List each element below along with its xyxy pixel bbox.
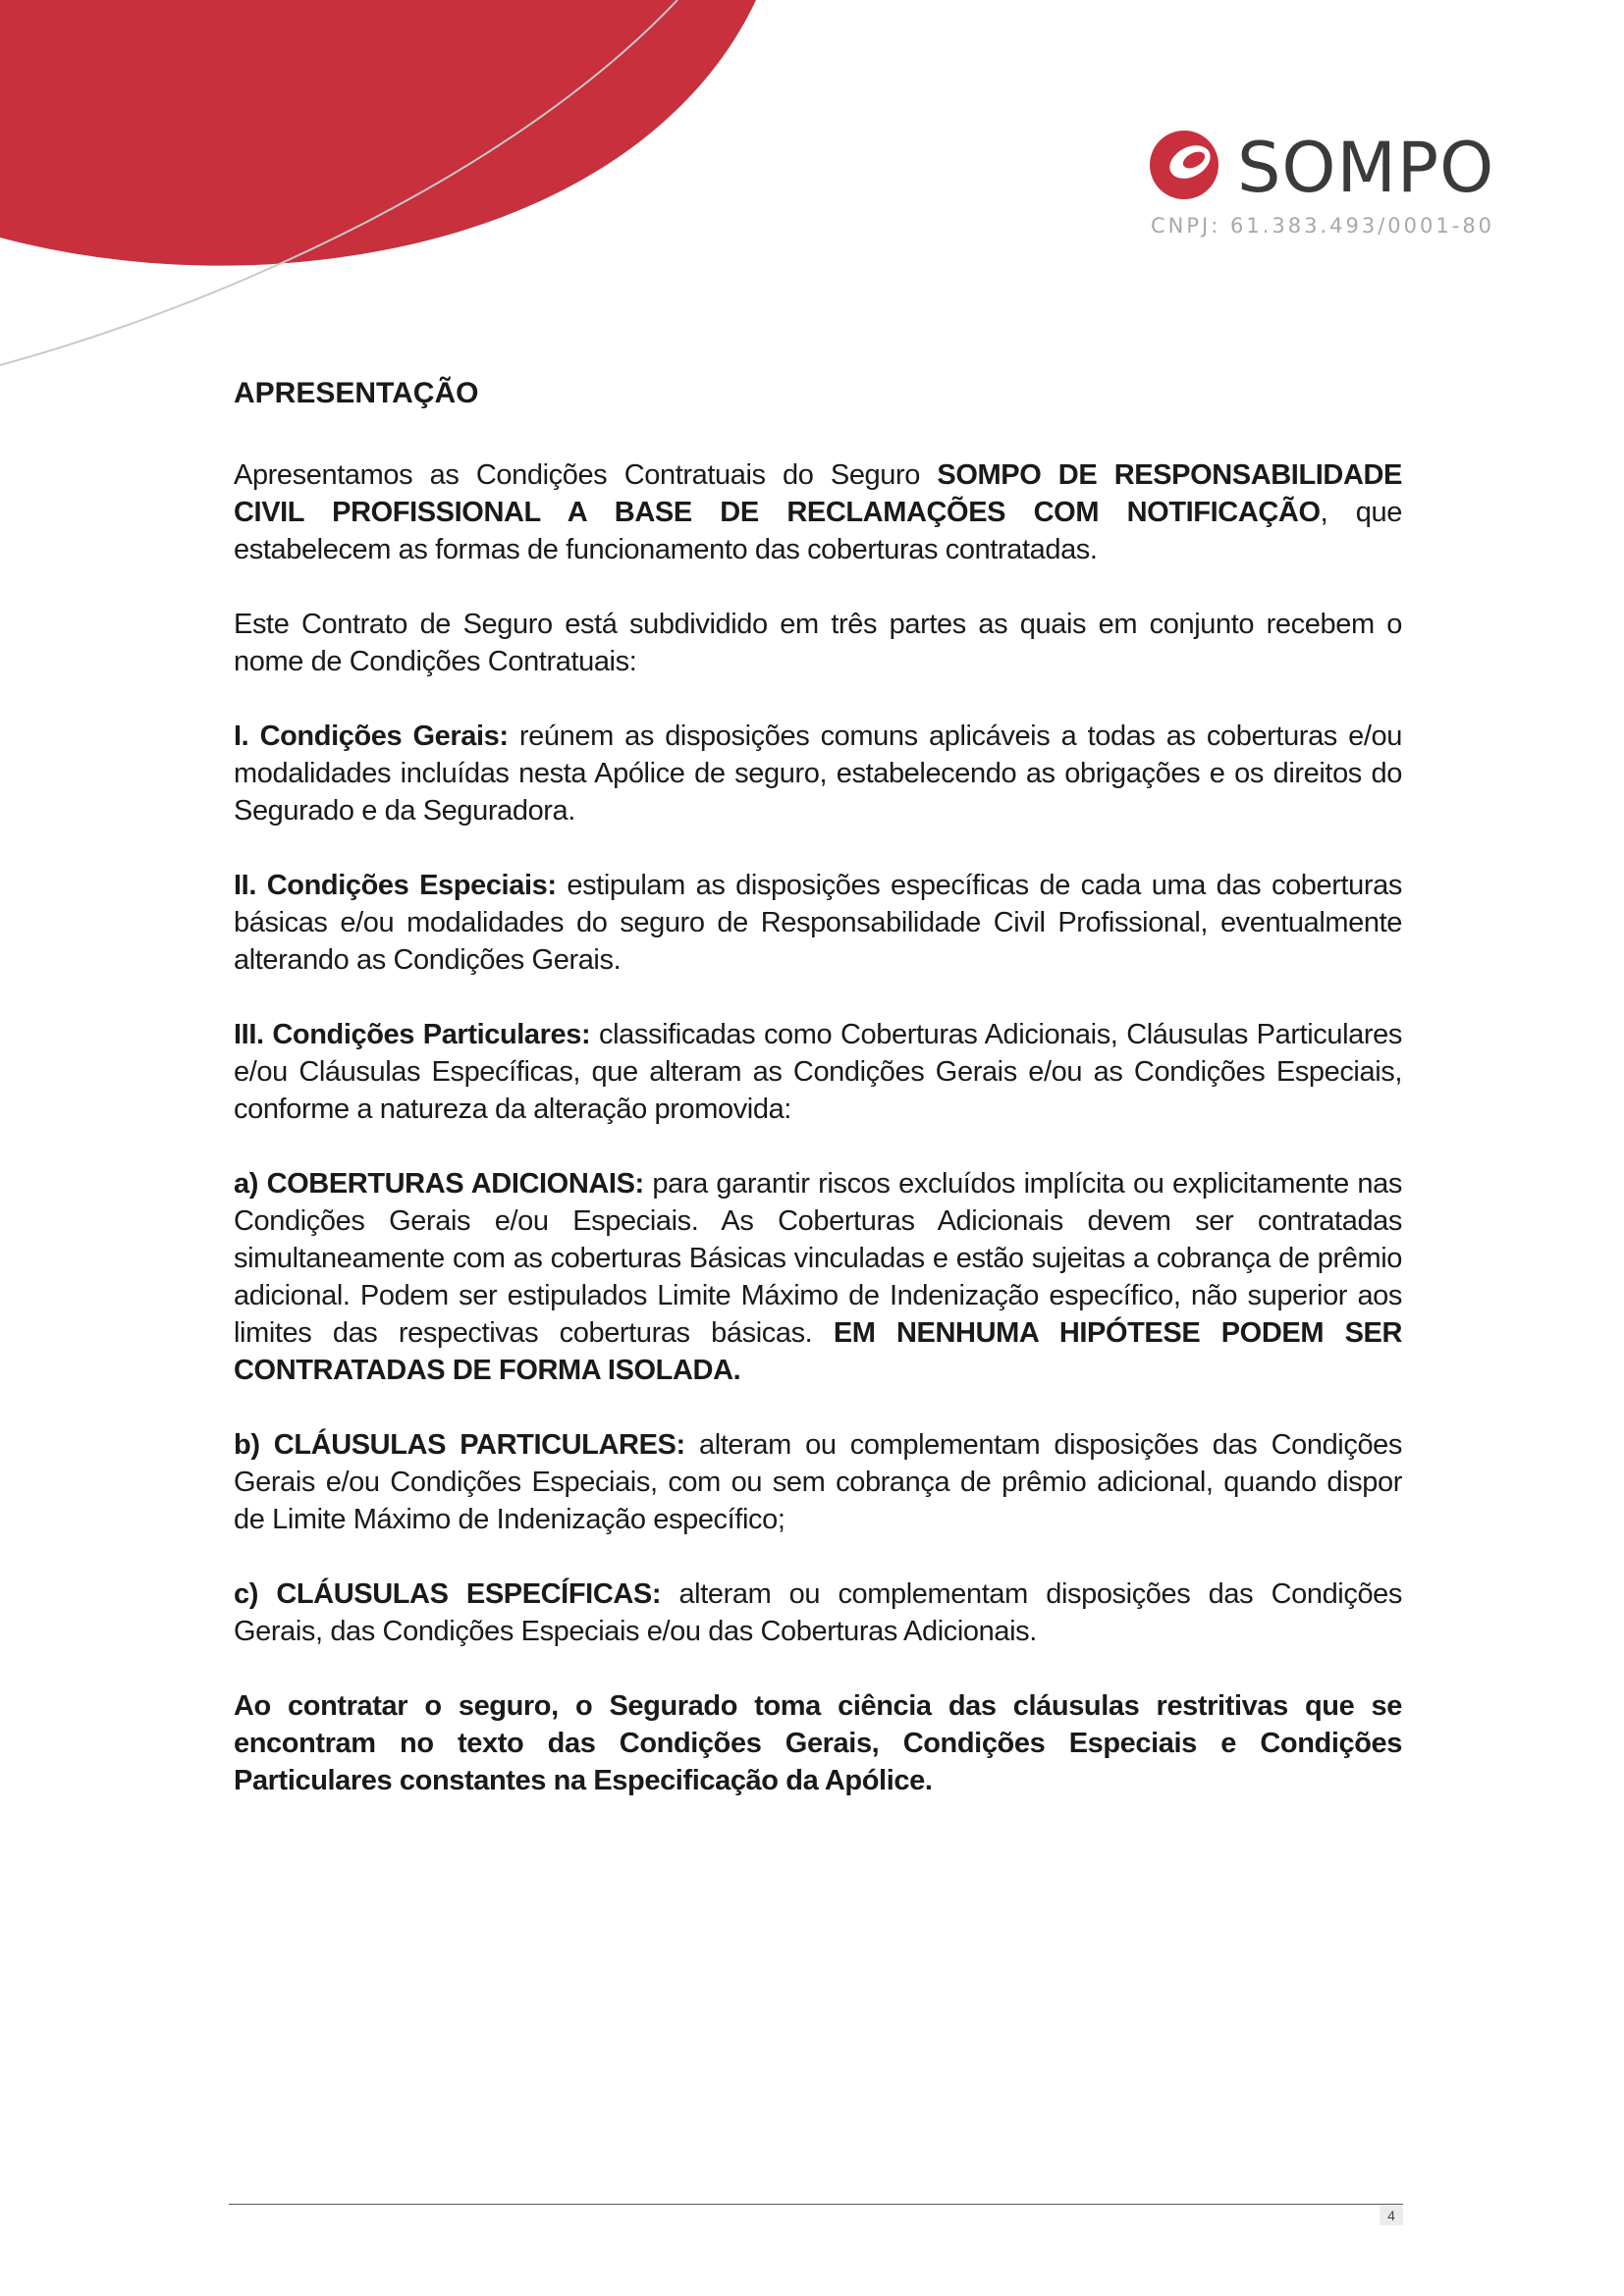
section-text: estipulam as disposições específicas de cada uma das coberturas básicas e/ou modalidades do seguro de Responsabilidade Civil Profissional, eventualmente alterando as Condições Gerais. <box>234 870 1402 976</box>
document-body <box>234 375 1402 1837</box>
item-text: para garantir riscos excluídos implícita ou explicitamente nas Condições Gerais e/ou Especiais. As Coberturas Adicionais devem ser contratadas simultaneamente com as coberturas Básicas vinculadas e estão sujeitas a cobrança de prêmio adicional. Podem ser estipulados Limite Máximo de Indenização específico, não superior aos limites das respectivas coberturas básicas. <box>234 1168 1402 1349</box>
item-warning: EM NENHUMA HIPÓTESE PODEM SER CONTRATADAS DE FORMA ISOLADA. <box>234 1317 1402 1386</box>
page-number: 4 <box>1380 2206 1403 2225</box>
intro-text-end: , que estabelecem as formas de funcionamento das coberturas contratadas. <box>234 497 1402 565</box>
item-heading: c) CLÁUSULAS ESPECÍFICAS: <box>234 1578 662 1610</box>
page-title: APRESENTAÇÃO <box>234 377 479 409</box>
sompo-logo <box>1147 124 1520 241</box>
item-coberturas-adicionais <box>234 1165 1402 1389</box>
section-heading: II. Condições Especiais: <box>234 870 557 901</box>
section-condicoes-especiais <box>234 867 1402 979</box>
item-clausulas-particulares <box>234 1426 1402 1538</box>
item-text: alteram ou complementam disposições das Condições Gerais, das Condições Especiais e/ou das Coberturas Adicionais. <box>234 1578 1402 1647</box>
intro-text: Apresentamos as Condições Contratuais do Seguro <box>234 459 938 491</box>
footer-divider <box>229 2204 1403 2205</box>
header-red-arc <box>0 0 884 393</box>
section-heading: III. Condições Particulares: <box>234 1019 591 1050</box>
item-text: alteram ou complementam disposições das Condições Gerais e/ou Condições Especiais, com ou sem cobrança de prêmio adicional, quando dispor de Limite Máximo de Indenização específico; <box>234 1429 1402 1535</box>
logo-wordmark: SOMPO <box>1237 128 1495 208</box>
intro-paragraph <box>234 456 1402 568</box>
section-condicoes-gerais <box>234 718 1402 829</box>
section-heading: I. Condições Gerais: <box>234 721 509 752</box>
item-heading: b) CLÁUSULAS PARTICULARES: <box>234 1429 685 1461</box>
item-heading: a) COBERTURAS ADICIONAIS: <box>234 1168 644 1200</box>
closing-notice-text: Ao contratar o seguro, o Segurado toma ciência das cláusulas restritivas que se encontram no texto das Condições Gerais, Condições Especiais e Condições Particulares constantes na Especificação da Apólice. <box>234 1690 1402 1796</box>
sompo-logo-icon <box>1147 128 1221 202</box>
section-text: classificadas como Coberturas Adicionais, Cláusulas Particulares e/ou Cláusulas Específicas, que alteram as Condições Gerais e/ou as Condições Especiais, conforme a natureza da alteração promovida: <box>234 1019 1402 1125</box>
closing-notice <box>234 1687 1402 1799</box>
product-name: SOMPO DE RESPONSABILIDADE CIVIL PROFISSIONAL A BASE DE RECLAMAÇÕES COM NOTIFICAÇÃO <box>234 459 1402 528</box>
item-clausulas-especificas <box>234 1575 1402 1650</box>
section-text: reúnem as disposições comuns aplicáveis a todas as coberturas e/ou modalidades incluídas nesta Apólice de seguro, estabelecendo as obrigações e os direitos do Segurado e da Seguradora. <box>234 721 1403 827</box>
cnpj-label: CNPJ: 61.383.493/0001-80 <box>1151 214 1495 238</box>
structure-paragraph: Este Contrato de Seguro está subdividido em três partes as quais em conjunto recebem o nome de Condições Contratuais: <box>234 609 1402 677</box>
section-condicoes-particulares <box>234 1016 1402 1128</box>
